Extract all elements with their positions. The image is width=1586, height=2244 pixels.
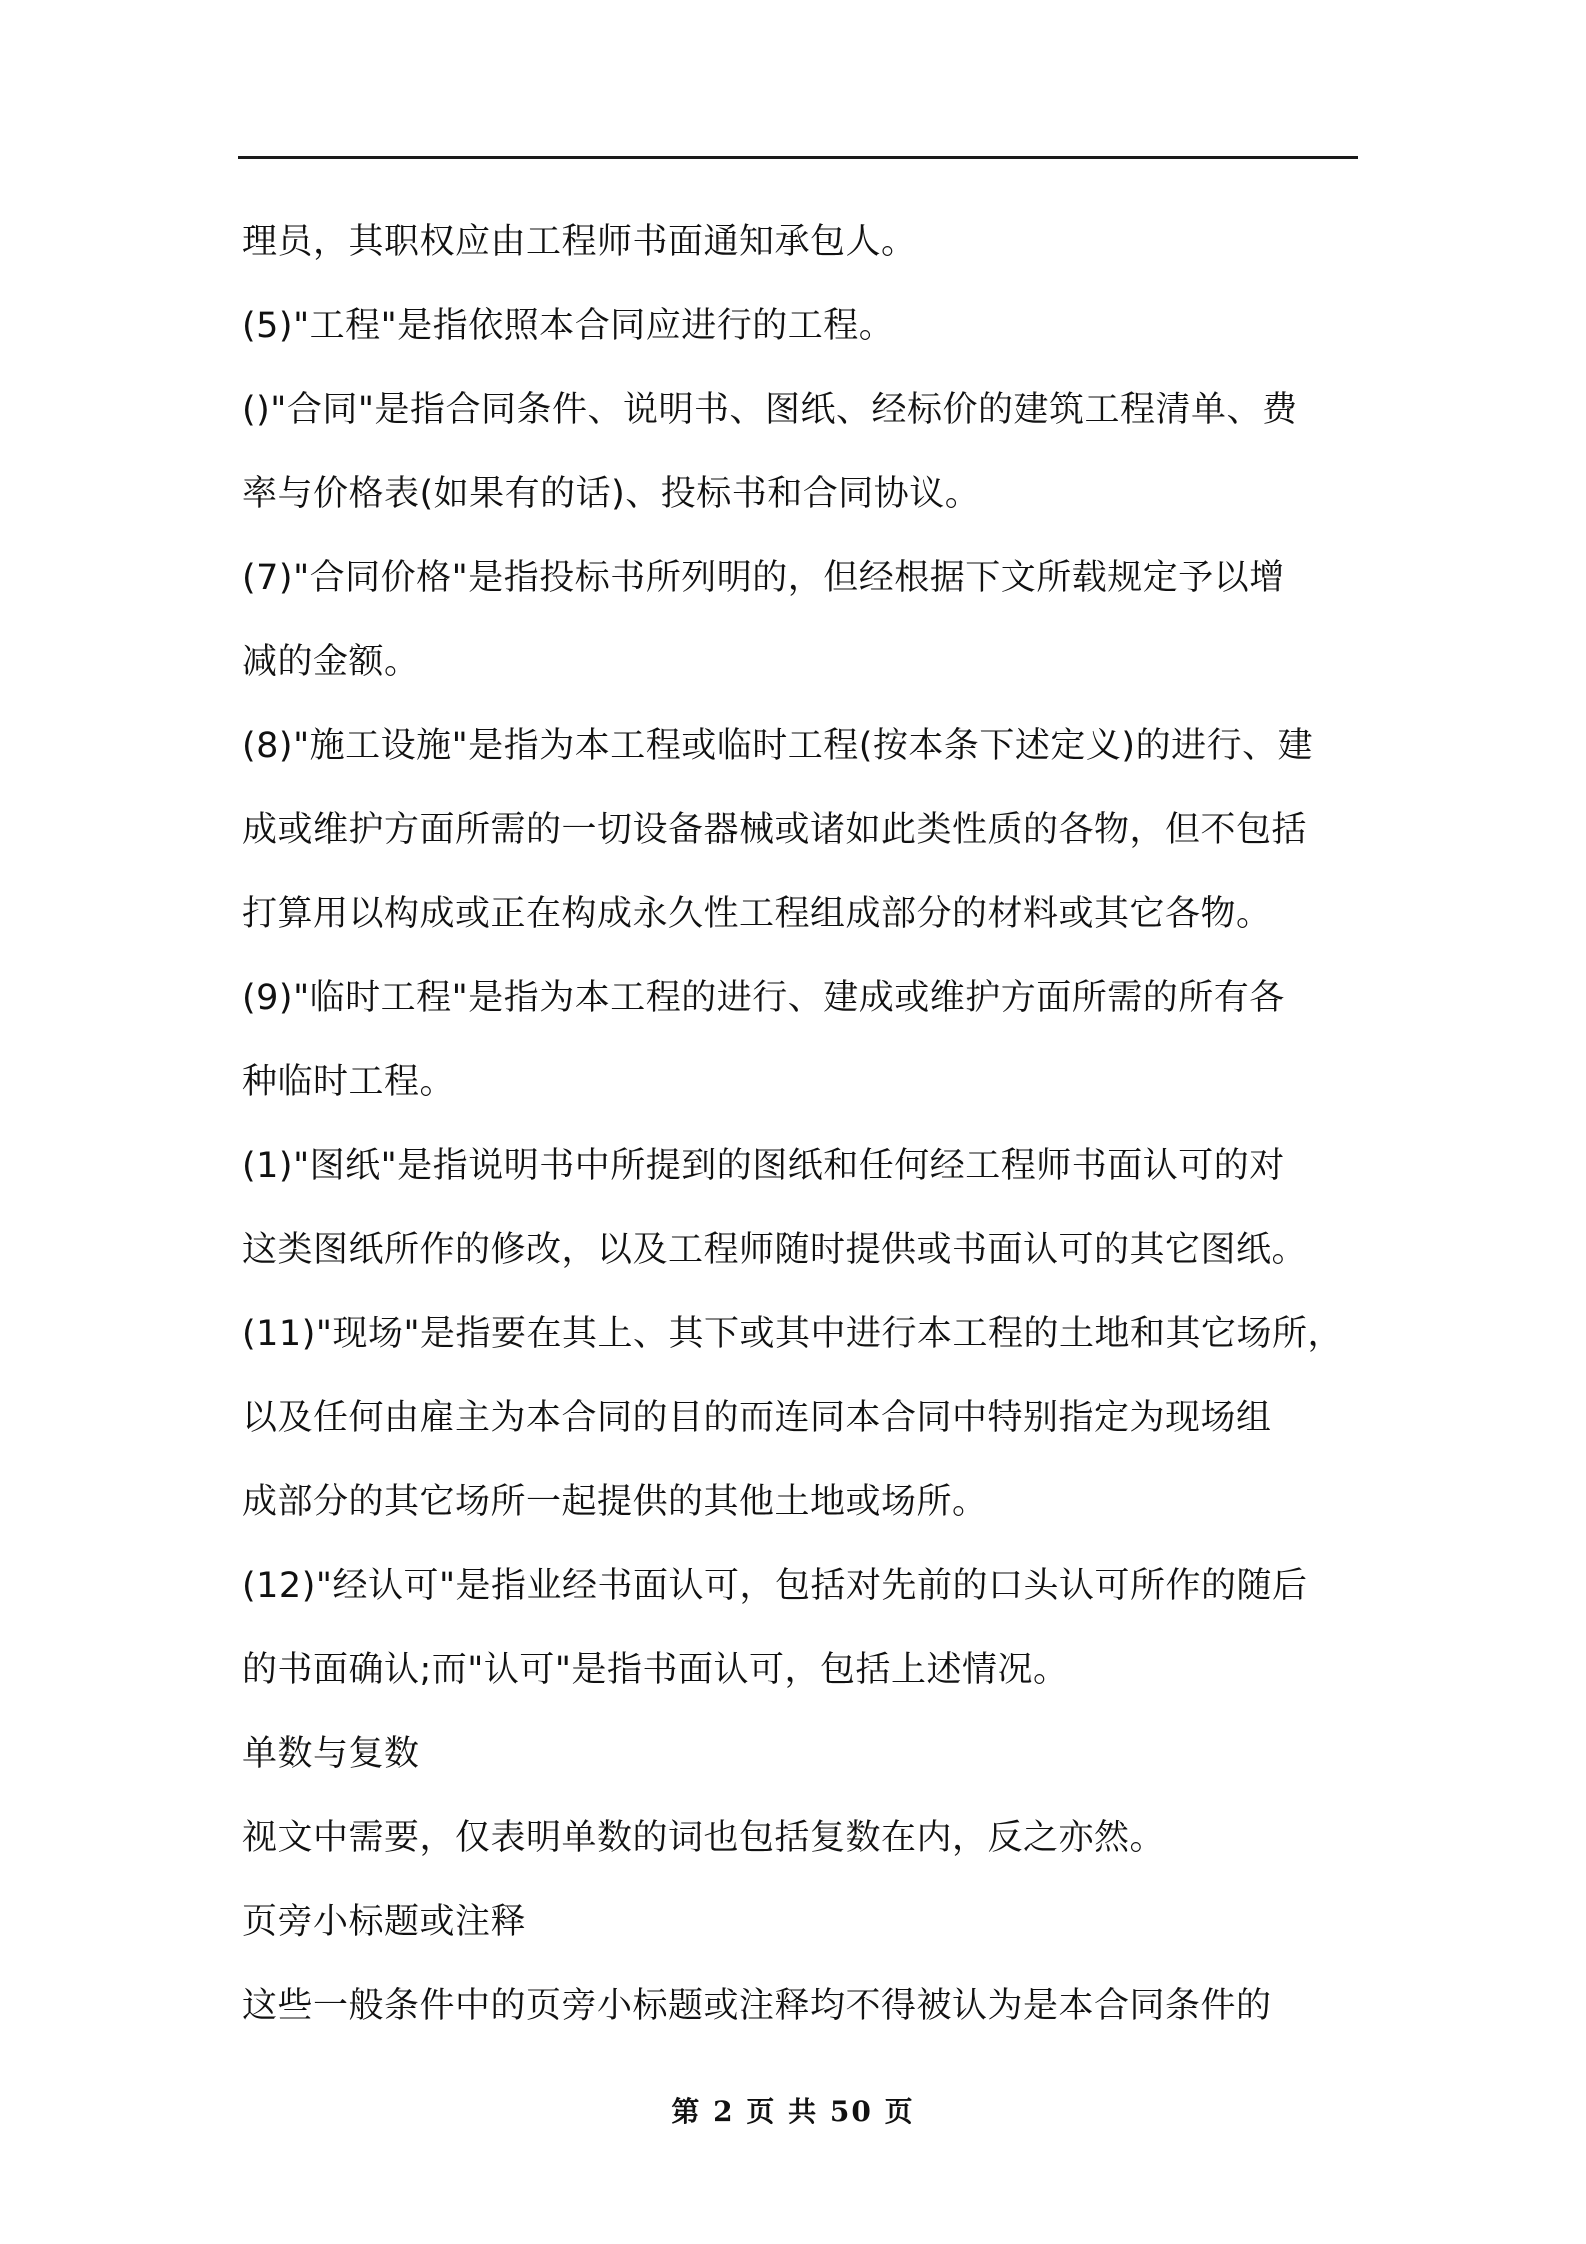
text-line: 以及任何由雇主为本合同的目的而连同本合同中特别指定为现场组 (242, 1398, 1272, 1438)
text-line: 打算用以构成或正在构成永久性工程组成部分的材料或其它各物。 (242, 894, 1272, 934)
section-heading: 单数与复数 (242, 1734, 420, 1774)
text-line: 成或维护方面所需的一切设备器械或诸如此类性质的各物，但不包括 (242, 810, 1308, 850)
text-line: 成部分的其它场所一起提供的其他土地或场所。 (242, 1482, 988, 1522)
text-line: 理员，其职权应由工程师书面通知承包人。 (242, 222, 917, 262)
section-heading: 页旁小标题或注释 (242, 1902, 527, 1942)
document-body (242, 200, 1372, 2048)
text-line: 这些一般条件中的页旁小标题或注释均不得被认为是本合同条件的 (242, 1986, 1272, 2026)
header-rule (238, 156, 1358, 159)
text-line: (5)"工程"是指依照本合同应进行的工程。 (242, 306, 895, 346)
text-line: ()"合同"是指合同条件、说明书、图纸、经标价的建筑工程清单、费 (242, 390, 1298, 430)
text-line: (7)"合同价格"是指投标书所列明的，但经根据下文所载规定予以增 (242, 558, 1285, 598)
text-line: 的书面确认;而"认可"是指书面认可，包括上述情况。 (242, 1650, 1069, 1690)
text-line: 视文中需要，仅表明单数的词也包括复数在内，反之亦然。 (242, 1818, 1166, 1858)
page-number: 第 2 页 共 50 页 (671, 2095, 915, 2128)
text-line: 种临时工程。 (242, 1062, 456, 1102)
text-line: (12)"经认可"是指业经书面认可，包括对先前的口头认可所作的随后 (242, 1566, 1308, 1606)
text-line: 这类图纸所作的修改，以及工程师随时提供或书面认可的其它图纸。 (242, 1230, 1308, 1270)
text-line: (8)"施工设施"是指为本工程或临时工程(按本条下述定义)的进行、建 (242, 726, 1314, 766)
text-line: 减的金额。 (242, 642, 420, 682)
text-line: (9)"临时工程"是指为本工程的进行、建成或维护方面所需的所有各 (242, 978, 1285, 1018)
text-line: 率与价格表(如果有的话)、投标书和合同协议。 (242, 474, 981, 514)
text-line: (1)"图纸"是指说明书中所提到的图纸和任何经工程师书面认可的对 (242, 1146, 1285, 1186)
text-line: (11)"现场"是指要在其上、其下或其中进行本工程的土地和其它场所， (242, 1314, 1344, 1354)
